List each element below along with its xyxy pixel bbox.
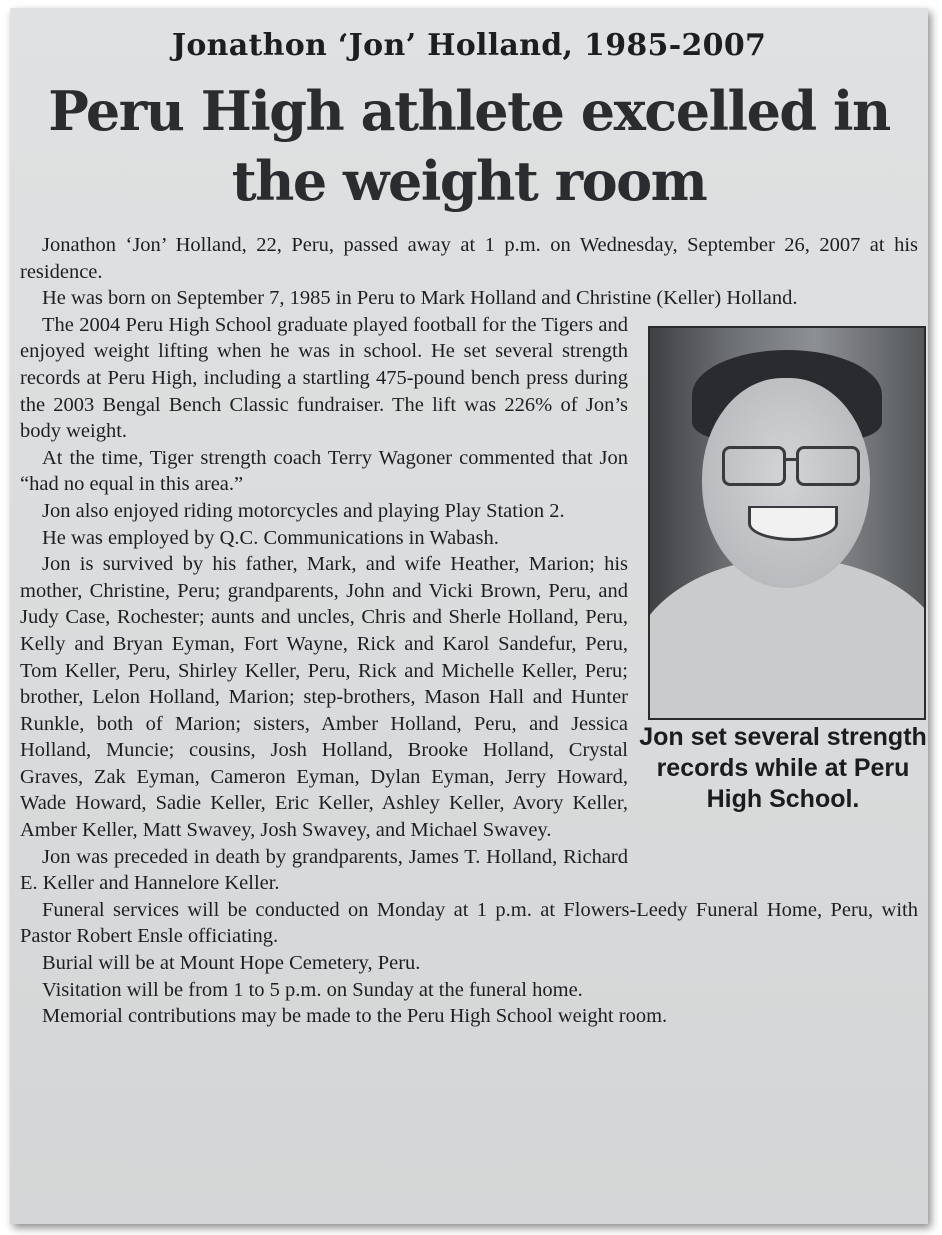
newspaper-clipping — [10, 8, 928, 1224]
paragraph-birth: He was born on September 7, 1985 in Peru to Mark Holland and Christine (Keller) Holland. — [42, 287, 798, 310]
article-headline: Peru High athlete excelled in the weight room — [48, 79, 890, 213]
obituary-kicker: Jonathon ‘Jon’ Holland, 1985-2007 — [171, 28, 767, 63]
paragraph-survivors: Jon is survived by his father, Mark, and wife Heather, Marion; his mother, Christine, Peru; grandparents, John and Vicki Brown, Peru, and Judy Case, Rochester; aunts and uncles, Chris and Sherle Holland, Peru, Kelly and Bryan Eyman, Fort Wayne, Rick and Karol Sandefur, Peru, Tom Keller, Peru, Shirley Keller, Peru, Rick and Michelle Keller, Peru; brother, Lelon Holland, Marion; step-brothers, Mason Hall and Hunter Runkle, both of Marion; sisters, Amber Holland, Peru, and Jessica Holland, Muncie; cousins, Josh Holland, Brooke Holland, Crystal Graves, Zak Eyman, Cameron Eyman, Dylan Eyman, Jerry Howard, Wade Howard, Sadie Keller, Eric Keller, Ashley Keller, Avory Keller, Amber Keller, Matt Swavey, Josh Swavey, and Michael Swavey. — [20, 553, 628, 842]
paragraph-coach-quote: At the time, Tiger strength coach Terry Wagoner commented that Jon “had no equal in this area.” — [20, 446, 628, 496]
paragraph-memorial: Memorial contributions may be made to the Peru High School weight room. — [42, 1005, 668, 1028]
paragraph-death-notice: Jonathon ‘Jon’ Holland, 22, Peru, passed away at 1 p.m. on Wednesday, September 26, 2007 at his residence. — [20, 234, 918, 283]
paragraph-preceded: Jon was preceded in death by grandparents, James T. Holland, Richard E. Keller and Hannelore Keller. — [20, 845, 628, 895]
photo-caption: Jon set several strength records while at Peru High School. — [639, 722, 927, 813]
photo-figure — [638, 314, 928, 862]
paragraph-visitation: Visitation will be from 1 to 5 p.m. on Sunday at the funeral home. — [42, 978, 583, 1001]
portrait-photo — [648, 326, 926, 720]
paragraph-employment: He was employed by Q.C. Communications in Wabash. — [42, 526, 499, 549]
paragraph-burial: Burial will be at Mount Hope Cemetery, Peru. — [42, 952, 421, 975]
article-body — [20, 232, 927, 1030]
paragraph-funeral: Funeral services will be conducted on Monday at 1 p.m. at Flowers-Leedy Funeral Home, Peru, with Pastor Robert Ensle officiating. — [20, 898, 918, 948]
paragraph-hobbies: Jon also enjoyed riding motorcycles and playing Play Station 2. — [42, 499, 565, 522]
paragraph-athletics: The 2004 Peru High School graduate played football for the Tigers and enjoyed weight lifting when he was in school. He set several strength records at Peru High, including a startling 475-pound bench press during the 2003 Bengal Bench Classic fundraiser. The lift was 226% of Jon’s body weight. — [20, 313, 628, 443]
